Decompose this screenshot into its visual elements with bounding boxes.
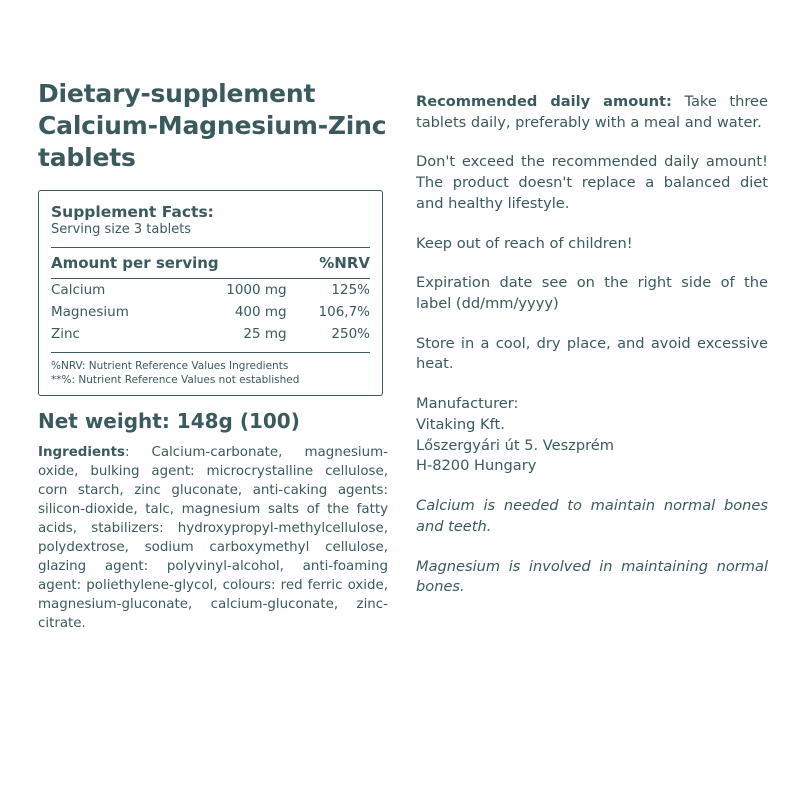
recommended-daily-amount-paragraph [416,92,768,133]
facts-divider-bottom [51,352,370,353]
column-header-amount: Amount per serving [51,253,219,272]
recommended-daily-amount-label: Recommended daily amount: [416,93,672,110]
nutrient-name: Zinc [51,325,80,342]
supplement-facts-table [51,248,370,278]
nutrient-amount: 1000 mg [226,281,287,298]
manufacturer-name: Vitaking Kft. [416,415,505,433]
net-weight-text: Net weight: 148g (100) [38,408,300,433]
nutrient-nrv: 250% [331,325,370,342]
manufacturer-street: Lőszergyári út 5. Veszprém [416,436,614,454]
storage-instructions-text: Store in a cool, dry place, and avoid excessive heat. [416,334,768,373]
keep-out-of-reach-text: Keep out of reach of children! [416,234,633,252]
manufacturer-city: H-8200 Hungary [416,457,537,475]
manufacturer-label: Manufacturer: [416,395,519,413]
supplement-facts-heading: Supplement Facts: [51,203,214,221]
ingredients-label: Ingredients [38,444,125,460]
left-column [38,78,388,780]
table-header-row [51,248,370,278]
table-row [51,301,370,323]
nutrient-name: Magnesium [51,303,129,320]
footnote-not-established: **%: Nutrient Reference Values not established [51,373,300,386]
health-claim-calcium: Calcium is needed to maintain normal bones and teeth. [416,497,768,535]
table-row [51,279,370,301]
page-title: Dietary-supplement Calcium-Magnesium-Zinc tablets [38,79,387,172]
table-row [51,323,370,345]
manufacturer-block [416,394,768,477]
facts-footnotes [51,359,370,387]
footnote-nrv: %NRV: Nutrient Reference Values Ingredients [51,359,289,372]
supplement-facts-panel [38,190,383,396]
serving-size-text: Serving size 3 tablets [51,222,192,238]
ingredients-text: : Calcium-carbonate, magnesium-oxide, bulking agent: microcrystalline cellulose, corn starch, zinc gluconate, anti-caking agents: silicon-dioxide, talc, magnesium salts of the fatty acids, stabilizers: hydroxypropyl-methylcellulose, polydextrose, sodium carboxymethyl cellulose, glazing agent: polyvinyl-alcohol, anti-foaming agent: poliethylene-glycol, colours: red ferric oxide, magnesium-gluconate, calcium-gluconate, zinc-citrate. [38,444,388,632]
column-header-nrv: %NRV [319,253,370,272]
ingredients-paragraph [38,443,388,633]
nutrient-name: Calcium [51,281,106,298]
recommended-daily-amount-text: Take three tablets daily, preferably with a meal and water. [416,93,768,131]
supplement-facts-rows [51,279,370,345]
health-claim-magnesium: Magnesium is involved in maintaining normal bones. [416,557,768,596]
nutrient-nrv: 125% [331,281,370,298]
nutrient-amount: 400 mg [234,303,287,320]
right-column [416,78,768,780]
expiration-date-text: Expiration date see on the right side of the label (dd/mm/yyyy) [416,274,768,313]
nutrient-nrv: 106,7% [318,303,370,320]
warning-paragraph: Don't exceed the recommended daily amount! The product doesn't replace a balanced diet and healthy lifestyle. [416,153,768,212]
nutrient-amount: 25 mg [243,325,287,342]
